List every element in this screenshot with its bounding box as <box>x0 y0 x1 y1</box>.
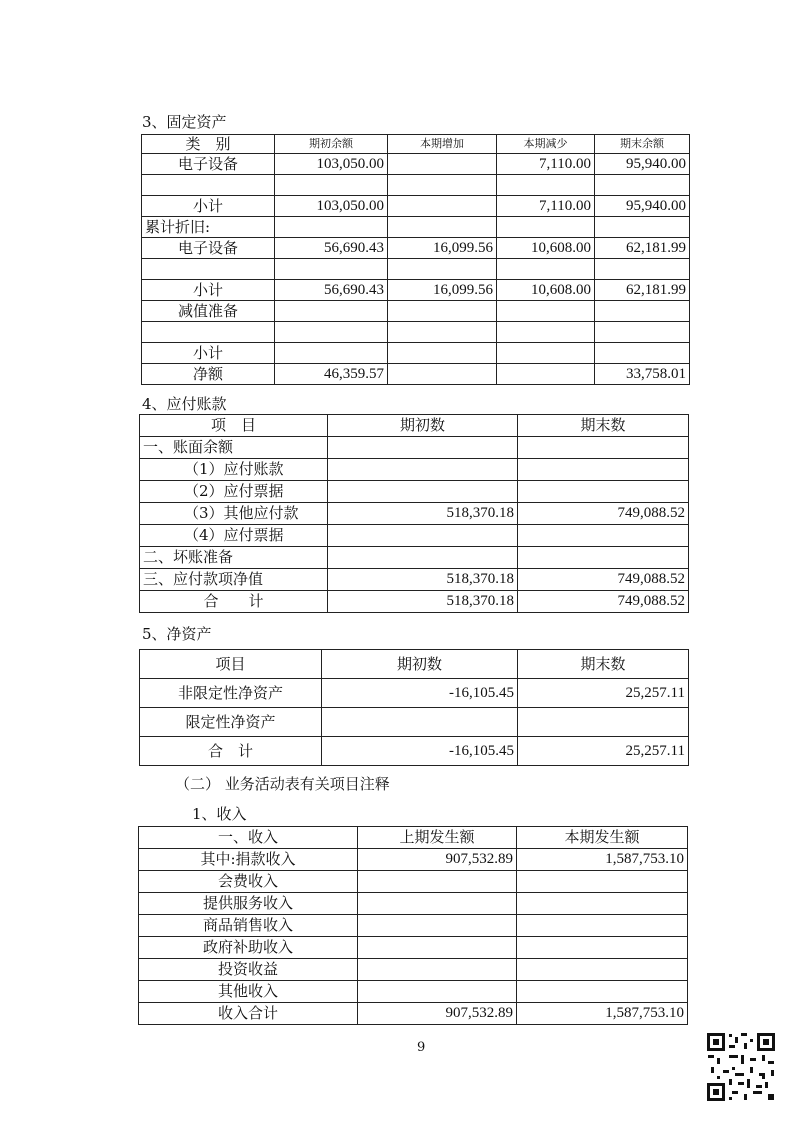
value-cell <box>517 981 688 1003</box>
value-cell <box>358 893 517 915</box>
column-header: 本期发生额 <box>517 827 688 849</box>
value-cell <box>388 364 497 385</box>
column-header: 期初余额 <box>275 135 388 154</box>
table-row <box>140 679 689 708</box>
value-cell <box>388 154 497 175</box>
table-row <box>139 893 688 915</box>
column-header: 期初数 <box>328 415 518 437</box>
value-cell <box>388 322 497 343</box>
value-cell <box>518 708 689 737</box>
table-row <box>142 217 690 238</box>
value-cell <box>595 343 690 364</box>
row-label: 收入合计 <box>139 1003 358 1025</box>
table-header-row <box>140 415 689 437</box>
table-row <box>139 981 688 1003</box>
value-cell <box>518 437 689 459</box>
value-cell <box>358 959 517 981</box>
page-number: 9 <box>417 1040 426 1055</box>
fixed-assets-table <box>141 134 690 385</box>
value-cell <box>275 322 388 343</box>
table-row <box>142 154 690 175</box>
value-cell: 103,050.00 <box>275 196 388 217</box>
row-label: 小计 <box>142 280 275 301</box>
value-cell <box>517 915 688 937</box>
value-cell <box>275 259 388 280</box>
row-label: 净额 <box>142 364 275 385</box>
value-cell <box>328 459 518 481</box>
value-cell <box>595 259 690 280</box>
row-label: 电子设备 <box>142 238 275 259</box>
table-row <box>139 959 688 981</box>
value-cell: 907,532.89 <box>358 1003 517 1025</box>
value-cell: 749,088.52 <box>518 591 689 613</box>
table-row <box>140 525 689 547</box>
value-cell <box>595 322 690 343</box>
table-header-row <box>142 135 690 154</box>
row-label: （2）应付票据 <box>140 481 328 503</box>
table-row <box>142 280 690 301</box>
row-label: （1）应付账款 <box>140 459 328 481</box>
table-row <box>140 503 689 525</box>
table-row <box>142 196 690 217</box>
row-label <box>142 259 275 280</box>
value-cell: 103,050.00 <box>275 154 388 175</box>
value-cell <box>328 437 518 459</box>
income-table <box>138 826 688 1025</box>
row-label <box>142 175 275 196</box>
value-cell <box>497 364 595 385</box>
row-label: 小计 <box>142 196 275 217</box>
table-row <box>139 937 688 959</box>
section3-title: 3、固定资产 <box>142 113 227 131</box>
value-cell <box>497 343 595 364</box>
value-cell <box>517 937 688 959</box>
table-row <box>140 569 689 591</box>
value-cell <box>328 481 518 503</box>
value-cell <box>388 175 497 196</box>
value-cell <box>497 301 595 322</box>
value-cell: 7,110.00 <box>497 154 595 175</box>
value-cell: 56,690.43 <box>275 280 388 301</box>
value-cell <box>328 525 518 547</box>
value-cell <box>517 871 688 893</box>
table-header-row <box>140 650 689 679</box>
column-header: 上期发生额 <box>358 827 517 849</box>
value-cell: -16,105.45 <box>322 737 518 766</box>
column-header: 本期减少 <box>497 135 595 154</box>
value-cell <box>497 175 595 196</box>
table-row <box>139 871 688 893</box>
table-row <box>139 849 688 871</box>
row-label: 其他收入 <box>139 981 358 1003</box>
row-label: 商品销售收入 <box>139 915 358 937</box>
value-cell <box>328 547 518 569</box>
table-row <box>140 459 689 481</box>
table-row <box>142 259 690 280</box>
value-cell: 518,370.18 <box>328 591 518 613</box>
table-row <box>142 238 690 259</box>
value-cell <box>388 217 497 238</box>
table-row <box>139 1003 688 1025</box>
value-cell: 62,181.99 <box>595 280 690 301</box>
row-label: 三、应付款项净值 <box>140 569 328 591</box>
value-cell <box>595 217 690 238</box>
value-cell: 95,940.00 <box>595 196 690 217</box>
value-cell: 56,690.43 <box>275 238 388 259</box>
column-header: 本期增加 <box>388 135 497 154</box>
value-cell: 46,359.57 <box>275 364 388 385</box>
row-label: （4）应付票据 <box>140 525 328 547</box>
row-label: 合 计 <box>140 737 322 766</box>
column-header: 期末数 <box>518 415 689 437</box>
table-row <box>142 175 690 196</box>
value-cell: 749,088.52 <box>518 503 689 525</box>
section4-title: 4、应付账款 <box>142 395 227 413</box>
value-cell <box>388 196 497 217</box>
table-row <box>142 301 690 322</box>
value-cell <box>517 959 688 981</box>
value-cell <box>275 175 388 196</box>
table-row <box>140 591 689 613</box>
value-cell <box>358 915 517 937</box>
row-label: 一、账面余额 <box>140 437 328 459</box>
column-header: 期末数 <box>518 650 689 679</box>
row-label: 非限定性净资产 <box>140 679 322 708</box>
column-header: 类 别 <box>142 135 275 154</box>
table-row <box>142 322 690 343</box>
value-cell <box>517 893 688 915</box>
row-label: 累计折旧: <box>142 217 275 238</box>
value-cell: 749,088.52 <box>518 569 689 591</box>
qr-code-icon <box>705 1031 777 1103</box>
part2-title: （二） 业务活动表有关项目注释 <box>175 775 390 793</box>
row-label: 电子设备 <box>142 154 275 175</box>
value-cell: -16,105.45 <box>322 679 518 708</box>
row-label <box>142 322 275 343</box>
row-label: 提供服务收入 <box>139 893 358 915</box>
value-cell <box>358 981 517 1003</box>
row-label: 减值准备 <box>142 301 275 322</box>
value-cell <box>595 175 690 196</box>
value-cell: 518,370.18 <box>328 503 518 525</box>
table-row <box>142 364 690 385</box>
column-header: 期初数 <box>322 650 518 679</box>
value-cell <box>275 217 388 238</box>
value-cell <box>358 871 517 893</box>
table-row <box>140 708 689 737</box>
value-cell: 7,110.00 <box>497 196 595 217</box>
table-row <box>140 481 689 503</box>
row-label: 会费收入 <box>139 871 358 893</box>
table-row <box>139 915 688 937</box>
value-cell <box>518 547 689 569</box>
value-cell: 25,257.11 <box>518 737 689 766</box>
column-header: 项目 <box>140 650 322 679</box>
value-cell <box>497 259 595 280</box>
value-cell <box>322 708 518 737</box>
table-row <box>140 547 689 569</box>
table-row <box>142 343 690 364</box>
value-cell <box>388 301 497 322</box>
table-row <box>140 737 689 766</box>
row-label: 合 计 <box>140 591 328 613</box>
accounts-payable-table <box>139 414 689 613</box>
row-label: 政府补助收入 <box>139 937 358 959</box>
value-cell <box>497 322 595 343</box>
value-cell <box>358 937 517 959</box>
value-cell: 25,257.11 <box>518 679 689 708</box>
net-assets-table <box>139 649 689 766</box>
value-cell <box>518 525 689 547</box>
value-cell: 62,181.99 <box>595 238 690 259</box>
value-cell: 10,608.00 <box>497 280 595 301</box>
value-cell: 1,587,753.10 <box>517 849 688 871</box>
row-label: 二、坏账准备 <box>140 547 328 569</box>
row-label: 限定性净资产 <box>140 708 322 737</box>
value-cell: 16,099.56 <box>388 280 497 301</box>
section5-title: 5、净资产 <box>142 625 212 643</box>
value-cell <box>497 217 595 238</box>
value-cell: 518,370.18 <box>328 569 518 591</box>
value-cell <box>595 301 690 322</box>
column-header: 一、收入 <box>139 827 358 849</box>
row-label: 投资收益 <box>139 959 358 981</box>
value-cell <box>518 481 689 503</box>
table-row <box>140 437 689 459</box>
row-label: 其中:捐款收入 <box>139 849 358 871</box>
value-cell: 1,587,753.10 <box>517 1003 688 1025</box>
value-cell <box>518 459 689 481</box>
row-label: 小计 <box>142 343 275 364</box>
column-header: 项 目 <box>140 415 328 437</box>
value-cell: 95,940.00 <box>595 154 690 175</box>
income-section-title: 1、收入 <box>192 805 247 823</box>
value-cell: 907,532.89 <box>358 849 517 871</box>
value-cell: 33,758.01 <box>595 364 690 385</box>
value-cell: 10,608.00 <box>497 238 595 259</box>
table-header-row <box>139 827 688 849</box>
value-cell <box>388 259 497 280</box>
value-cell: 16,099.56 <box>388 238 497 259</box>
value-cell <box>275 343 388 364</box>
value-cell <box>275 301 388 322</box>
column-header: 期末余额 <box>595 135 690 154</box>
row-label: （3）其他应付款 <box>140 503 328 525</box>
value-cell <box>388 343 497 364</box>
